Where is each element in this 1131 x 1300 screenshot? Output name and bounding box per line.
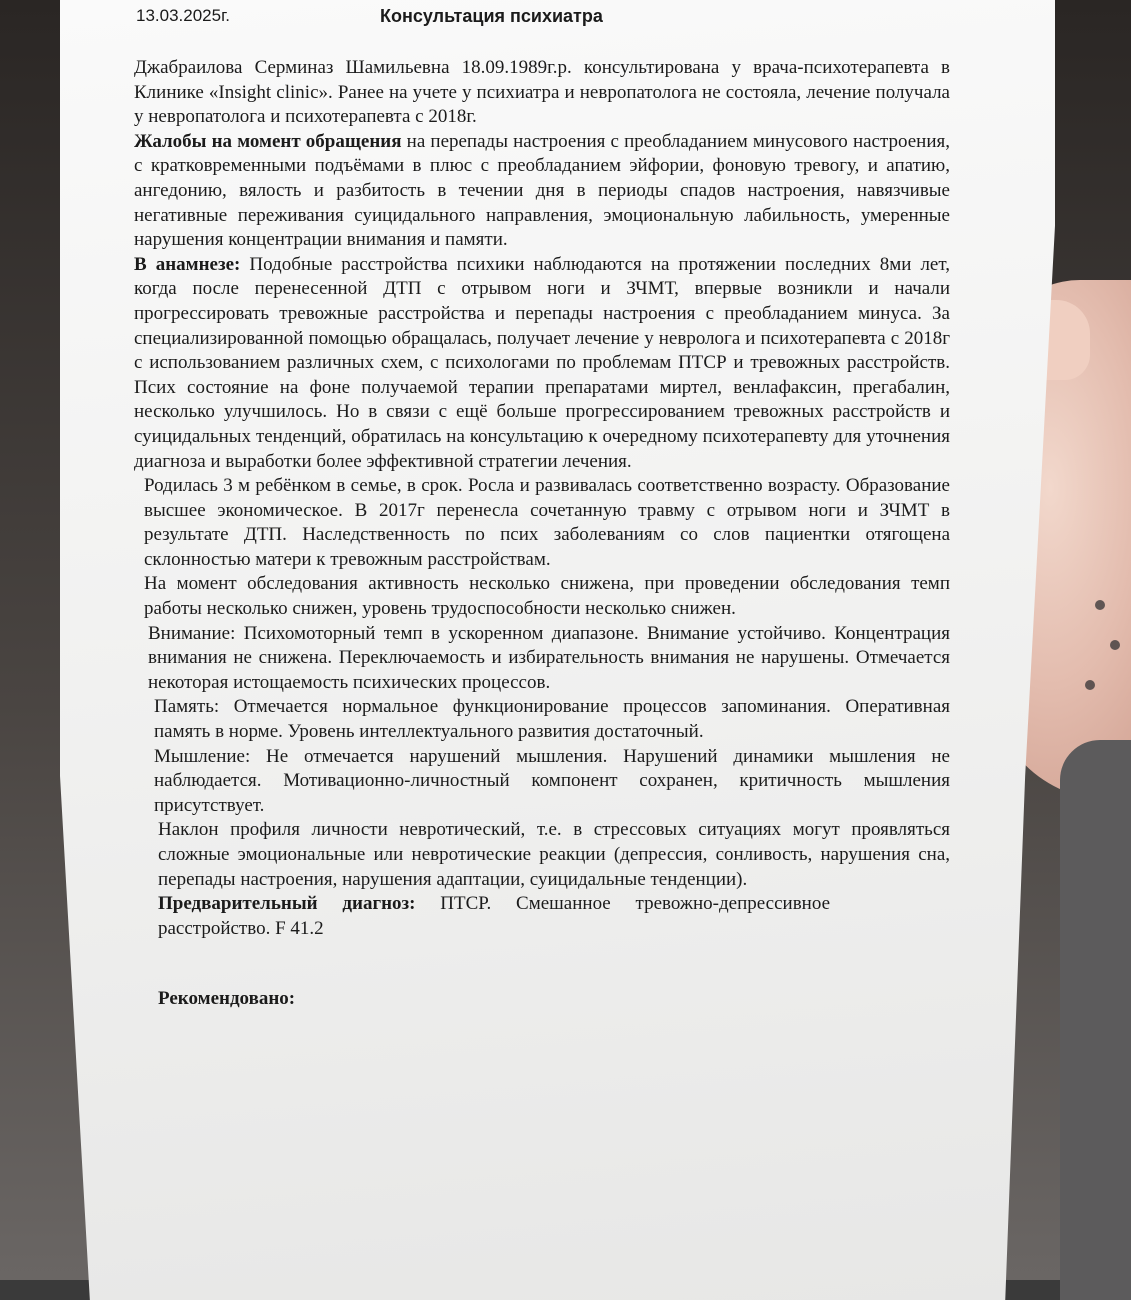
diagnosis-paragraph	[130, 892, 950, 941]
birth-paragraph: Родилась 3 м ребёнком в семье, в срок. Росла и развивалась соответственно возрасту. Образование высшее экономическое. В 2017г перенесла сочетанную травму с отрывом ноги и ЗЧМТ в результате ДТП. Наследственность по псих заболеваниям со слов пациентки отягощена склонностью матери к тревожным расстройствам.	[144, 475, 950, 570]
document	[130, 0, 950, 1280]
profile-paragraph: Наклон профиля личности невротический, т.е. в стрессовых ситуациях могут проявляться сложные эмоциональные или невротические реакции (депрессия, сонливость, нарушения сна, перепады настроения, нарушения адаптации, суицидальные тенденции).	[158, 819, 950, 890]
diagnosis-label: Предварительный диагноз:	[158, 893, 416, 915]
document-header	[136, 6, 936, 36]
recommended-heading: Рекомендовано:	[158, 988, 296, 1010]
attention-paragraph: Внимание: Психомоторный темп в ускоренном диапазоне. Внимание устойчиво. Концентрация внимания не снижена. Переключаемость и избирательность внимания не нарушены. Отмечается некоторая истощаемость психических процессов.	[148, 622, 950, 693]
exam-paragraph: На момент обследования активность несколько снижена, при проведении обследования темп работы несколько снижен, уровень трудоспособности несколько снижен.	[144, 573, 950, 620]
spacer	[130, 941, 950, 987]
complaints-paragraph	[130, 130, 950, 253]
sleeve	[1060, 740, 1131, 1300]
tattoo-mark	[1085, 680, 1095, 690]
thinking-paragraph: Мышление: Не отмечается нарушений мышления. Нарушений динамики мышления не наблюдается. Мотивационно-личностный компонент сохранен, критичность мышления присутствует.	[154, 745, 950, 816]
diagnosis-text: ПТСР. Смешанное тревожно-депрессивное расстройство. F 41.2	[158, 893, 831, 939]
tattoo-mark	[1110, 640, 1120, 650]
memory-paragraph: Память: Отмечается нормальное функционирование процессов запоминания. Оперативная память в норме. Уровень интеллектуального развития достаточный.	[154, 696, 950, 743]
anamnesis-text: Подобные расстройства психики наблюдаются на протяжении последних 8ми лет, когда после перенесенной ДТП с отрывом ноги и ЗЧМТ, впервые возникли и начали прогрессировать тревожные расстройства и перепады настроения с преобладанием минуса. За специализированной помощью обращалась, получает лечение у невролога и психотерапевта с 2018г с использованием различных схем, с психологами по проблемам ПТСР и тревожных расстройств. Псих состояние на фоне получаемой терапии препаратами миртел, венлафаксин, прегабалин, несколько улучшилось. Но в связи с ещё больше прогрессированием тревожных расстройств и суицидальных тенденций, обратилась на консультацию к очередному психотерапевту для уточнения диагноза и выработки более эффективной стратегии лечения.	[134, 253, 950, 472]
anamnesis-label: В анамнезе:	[134, 253, 241, 275]
tattoo-mark	[1095, 600, 1105, 610]
document-date: 13.03.2025г.	[136, 6, 230, 25]
document-title: Консультация психиатра	[380, 6, 603, 26]
complaints-text: на перепады настроения с преобладанием минусового настроения, с кратковременными подъёмами в плюс с преобладанием эйфории, фоновую тревогу, и апатию, ангедонию, вялость и разбитость в течении дня в периоды спадов настроения, навязчивые негативные переживания суицидального направления, эмоциональную лабильность, умеренные нарушения концентрации внимания и памяти.	[134, 130, 950, 251]
document-body	[130, 56, 950, 1012]
anamnesis-paragraph	[130, 253, 950, 474]
intro-paragraph: Джабраилова Серминаз Шамильевна 18.09.1989г.р. консультирована у врача-психотерапевта в Клинике «Insight clinic». Ранее на учете у психиатра и невропатолога не состояла, лечение получала у невропатолога и психотерапевта с 2018г.	[134, 57, 950, 128]
complaints-label: Жалобы на момент обращения	[134, 130, 402, 152]
